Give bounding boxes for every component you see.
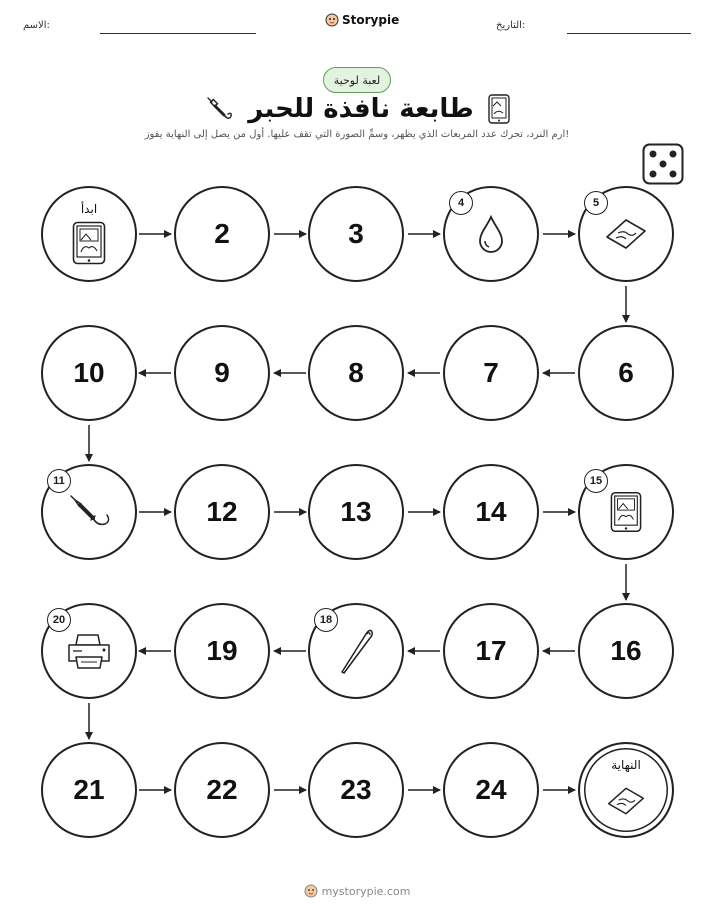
board-cell-12[interactable] (174, 464, 270, 560)
cell-number: 10 (73, 357, 105, 388)
board-cell-6[interactable] (578, 325, 674, 421)
cell-number: 6 (618, 357, 634, 388)
soldering-iron-icon (65, 490, 113, 534)
board-cell-14[interactable] (443, 464, 539, 560)
paper-sheet-icon (606, 785, 646, 817)
cell-number: 8 (348, 357, 364, 388)
board-cell-22[interactable] (174, 742, 270, 838)
picture-badge: 18 (314, 608, 338, 632)
cell-number: 21 (73, 774, 105, 805)
cell-number: 12 (206, 496, 238, 527)
board-cell-21[interactable] (41, 742, 137, 838)
paper-sheet-icon (604, 217, 648, 251)
board-cell-7[interactable] (443, 325, 539, 421)
cell-number: 14 (475, 496, 507, 527)
board-cell-start[interactable] (41, 186, 137, 282)
mascot-icon (304, 884, 318, 898)
board-cell-9[interactable] (174, 325, 270, 421)
footer-url[interactable]: mystorypie.com (321, 884, 411, 898)
board-cell-2[interactable] (174, 186, 270, 282)
cell-number: 2 (214, 218, 230, 249)
cell-number: 13 (340, 496, 372, 527)
instructions: ارم النرد، تحرك عدد المربعات الذي يظهر، وسمِّ الصورة التي تقف عليها. أول من يصل إلى النهاية يفوز! (144, 129, 570, 140)
game-type-badge: لعبة لوحية (323, 67, 391, 93)
cell-number: 17 (475, 635, 507, 666)
cell-number: 22 (206, 774, 238, 805)
tablet-drawing-icon (72, 221, 106, 265)
printer-icon (64, 631, 114, 671)
board-cell-8[interactable] (308, 325, 404, 421)
start-label: ابدأ (80, 202, 98, 216)
picture-badge: 15 (584, 469, 608, 493)
brand-name: Storypie (342, 13, 400, 27)
picture-badge: 11 (47, 469, 71, 493)
board-cell-23[interactable] (308, 742, 404, 838)
cell-number: 16 (610, 635, 642, 666)
board-cell-19[interactable] (174, 603, 270, 699)
ink-drop-icon (475, 214, 507, 254)
needle-icon (336, 626, 376, 676)
cell-number: 19 (206, 635, 238, 666)
date-label: التاريخ: (496, 20, 526, 31)
board-cell-17[interactable] (443, 603, 539, 699)
board-cell-end[interactable] (578, 742, 674, 838)
cell-number: 3 (348, 218, 364, 249)
end-label: النهاية (611, 758, 641, 772)
board-cell-3[interactable] (308, 186, 404, 282)
picture-badge: 20 (47, 608, 71, 632)
cell-number: 9 (214, 357, 230, 388)
cell-number: 7 (483, 357, 499, 388)
board-cell-13[interactable] (308, 464, 404, 560)
footer (0, 884, 714, 898)
tablet-drawing-icon (610, 491, 642, 533)
picture-badge: 4 (449, 191, 473, 215)
board-cell-10[interactable] (41, 325, 137, 421)
board-cell-24[interactable] (443, 742, 539, 838)
cell-number: 24 (475, 774, 507, 805)
page-title: طابعة نافذة للحبر (248, 94, 474, 124)
cell-number: 23 (340, 774, 372, 805)
picture-badge: 5 (584, 191, 608, 215)
name-label: الاسم: (23, 20, 50, 31)
board-cell-16[interactable] (578, 603, 674, 699)
